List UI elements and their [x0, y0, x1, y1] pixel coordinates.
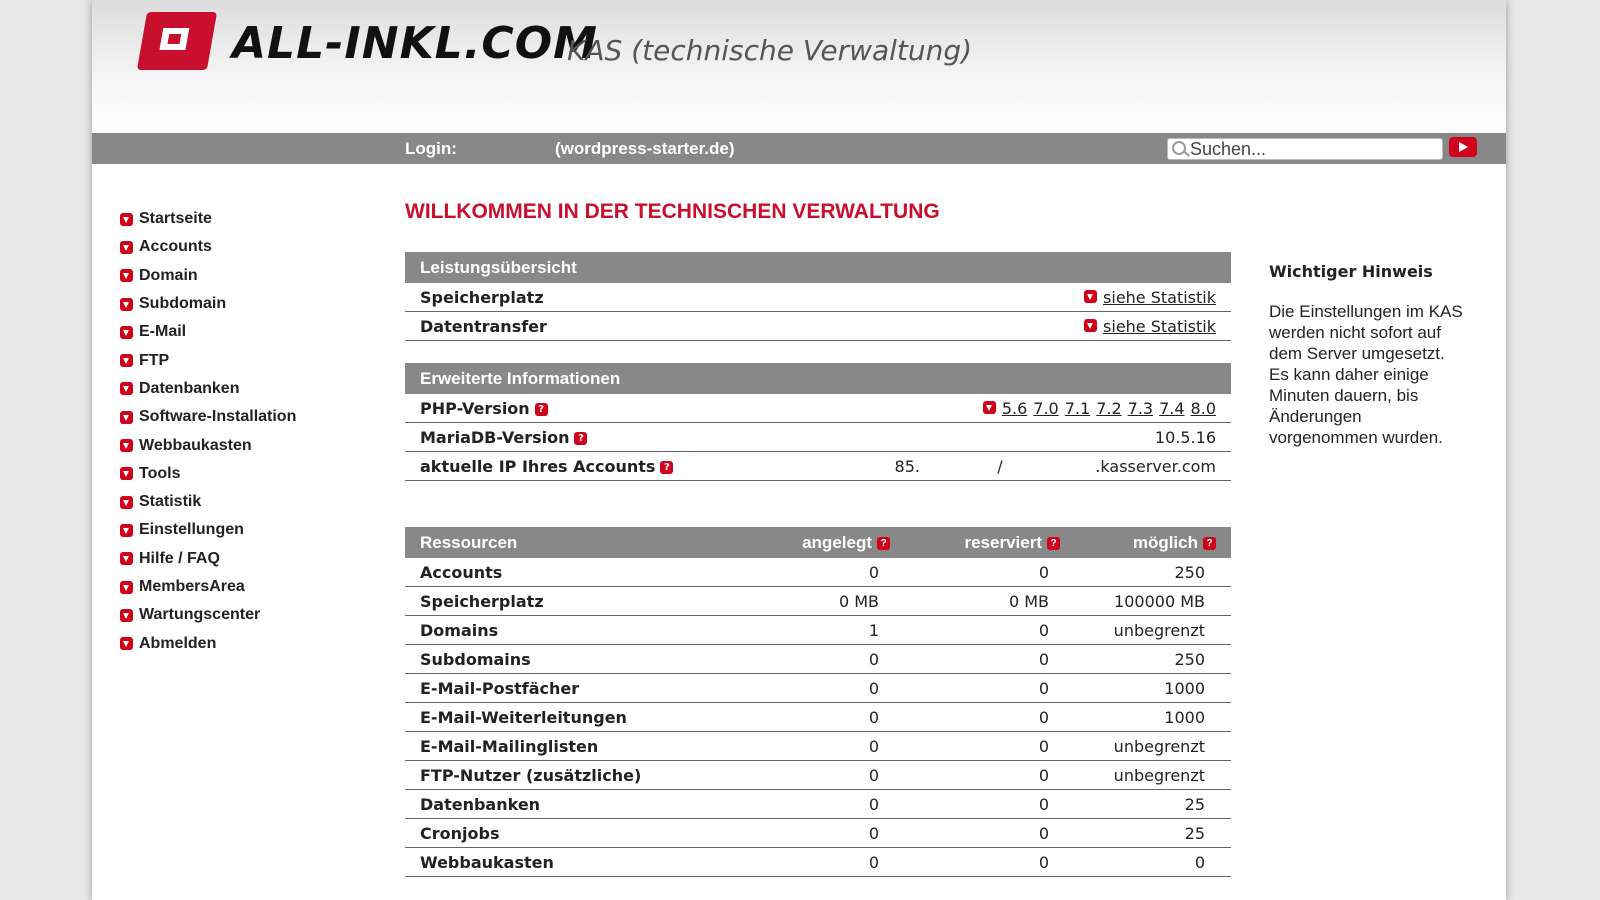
arrow-icon — [120, 241, 133, 254]
resource-name: Cronjobs — [405, 819, 735, 848]
resource-name: Datenbanken — [405, 790, 735, 819]
sidebar-item-label: Hilfe / FAQ — [139, 549, 220, 567]
sidebar-item-tools[interactable] — [120, 460, 380, 488]
sidebar-item-statistik[interactable] — [120, 488, 380, 516]
sidebar-item-einstellungen[interactable] — [120, 516, 380, 544]
table-row — [405, 616, 1231, 645]
table-row — [405, 732, 1231, 761]
resource-moeglich: 0 — [1075, 848, 1231, 877]
resource-name: Speicherplatz — [405, 587, 735, 616]
help-icon[interactable]: ? — [1203, 537, 1216, 550]
sidebar-item-label: Abmelden — [139, 634, 217, 652]
php-version-link[interactable]: 7.4 — [1159, 398, 1185, 418]
arrow-icon — [1084, 290, 1097, 303]
resource-angelegt: 1 — [735, 616, 905, 645]
sidebar-item-label: Wartungscenter — [139, 606, 261, 624]
resource-name: FTP-Nutzer (zusätzliche) — [405, 761, 735, 790]
sidebar-item-label: MembersArea — [139, 578, 245, 595]
arrow-icon — [120, 581, 133, 594]
sidebar-item-accounts[interactable] — [120, 233, 380, 261]
resource-reserviert: 0 — [905, 848, 1075, 877]
table-row — [405, 587, 1231, 616]
resource-angelegt: 0 — [735, 674, 905, 703]
header — [92, 0, 1506, 133]
table-row — [405, 761, 1231, 790]
resource-reserviert: 0 — [905, 732, 1075, 761]
table-row — [405, 423, 1231, 452]
col-ressourcen: Ressourcen — [405, 527, 735, 558]
sidebar-item-label: Webbaukasten — [139, 436, 252, 454]
arrow-icon — [983, 401, 996, 414]
arrow-icon — [120, 382, 133, 395]
col-angelegt: angelegt — [802, 532, 872, 552]
table-row — [405, 312, 1231, 341]
help-icon[interactable]: ? — [535, 403, 548, 416]
erweitert-table — [405, 363, 1231, 481]
login-domain: (wordpress-starter.de) — [555, 139, 735, 158]
table-row — [405, 394, 1231, 423]
speicherplatz-stat-link[interactable]: siehe Statistik — [1103, 287, 1216, 307]
resource-reserviert: 0 — [905, 790, 1075, 819]
sidebar-item-label: Software-Installation — [139, 408, 297, 426]
help-icon[interactable]: ? — [877, 537, 890, 550]
erweitert-header: Erweiterte Informationen — [405, 363, 1231, 394]
ip-value: 85. — [815, 452, 935, 481]
host-value: .kasserver.com — [1065, 452, 1231, 481]
table-row — [405, 452, 1231, 481]
resource-moeglich: unbegrenzt — [1075, 616, 1231, 645]
sidebar-item-software-installation[interactable] — [120, 403, 380, 431]
mariadb-version-label: MariaDB-Version — [420, 427, 570, 447]
sidebar-item-datenbanken[interactable] — [120, 375, 380, 403]
resource-reserviert: 0 — [905, 645, 1075, 674]
php-version-links — [815, 394, 1231, 423]
page — [92, 0, 1506, 900]
mariadb-version-value: 10.5.16 — [815, 423, 1231, 452]
resource-moeglich: unbegrenzt — [1075, 732, 1231, 761]
resource-angelegt: 0 — [735, 558, 905, 587]
search-box — [1167, 138, 1443, 160]
sidebar-item-subdomain[interactable] — [120, 290, 380, 318]
sidebar-item-ftp[interactable] — [120, 346, 380, 374]
arrow-icon — [120, 467, 133, 480]
resource-moeglich: 25 — [1075, 790, 1231, 819]
sidebar-item-label: Subdomain — [139, 295, 227, 313]
resource-moeglich: 1000 — [1075, 674, 1231, 703]
help-icon[interactable]: ? — [660, 461, 673, 474]
table-row — [405, 703, 1231, 732]
resource-reserviert: 0 — [905, 616, 1075, 645]
table-row — [405, 283, 1231, 312]
leistung-table — [405, 252, 1231, 341]
resource-angelegt: 0 — [735, 732, 905, 761]
resource-angelegt: 0 — [735, 645, 905, 674]
php-version-link[interactable]: 7.0 — [1033, 398, 1059, 418]
table-row — [405, 819, 1231, 848]
page-title: WILLKOMMEN IN DER TECHNISCHEN VERWALTUNG — [405, 200, 940, 223]
resource-name: E-Mail-Postfächer — [405, 674, 735, 703]
php-version-link[interactable]: 7.2 — [1096, 398, 1122, 418]
main-content — [405, 200, 1231, 877]
resource-moeglich: 250 — [1075, 645, 1231, 674]
resource-angelegt: 0 — [735, 848, 905, 877]
arrow-icon — [120, 213, 133, 226]
resource-name: Webbaukasten — [405, 848, 735, 877]
resource-name: Accounts — [405, 558, 735, 587]
help-icon[interactable]: ? — [574, 432, 587, 445]
resource-moeglich: unbegrenzt — [1075, 761, 1231, 790]
php-version-link[interactable]: 7.1 — [1064, 398, 1091, 418]
resource-reserviert: 0 MB — [905, 587, 1075, 616]
table-row — [405, 848, 1231, 877]
top-bar — [92, 133, 1506, 164]
resource-reserviert: 0 — [905, 558, 1075, 587]
resource-reserviert: 0 — [905, 703, 1075, 732]
resources-table — [405, 527, 1231, 877]
notice-text: Die Einstellungen im KAS werden nicht sofort auf dem Server umgesetzt. Es kann daher einige Minuten dauern, bis Änderungen vorgenommen wurden. — [1269, 302, 1463, 447]
resource-name: Domains — [405, 616, 735, 645]
resource-moeglich: 1000 — [1075, 703, 1231, 732]
sidebar-item-label: Datenbanken — [139, 379, 240, 397]
arrow-icon — [120, 439, 133, 452]
sidebar-item-hilfe-faq[interactable] — [120, 545, 380, 573]
resource-angelegt: 0 — [735, 790, 905, 819]
sidebar-item-e-mail[interactable] — [120, 318, 380, 346]
php-version-link[interactable]: 8.0 — [1190, 398, 1216, 418]
sidebar-item-label: Accounts — [139, 238, 212, 256]
arrow-icon — [120, 524, 133, 537]
arrow-icon — [120, 552, 133, 565]
arrow-icon — [1084, 319, 1097, 332]
arrow-icon — [120, 326, 133, 339]
table-row — [405, 645, 1231, 674]
arrow-icon — [120, 411, 133, 424]
logo-mark[interactable] — [137, 12, 217, 70]
php-version-label: PHP-Version — [420, 398, 530, 418]
resource-angelegt: 0 — [735, 819, 905, 848]
resource-name: E-Mail-Mailinglisten — [405, 732, 735, 761]
notice-box — [1269, 262, 1469, 448]
resource-angelegt: 0 — [735, 761, 905, 790]
login-label: Login: — [405, 139, 457, 158]
ip-label: aktuelle IP Ihres Accounts — [420, 456, 656, 476]
search-submit-button[interactable] — [1449, 137, 1477, 157]
resource-moeglich: 250 — [1075, 558, 1231, 587]
sidebar-item-label: Domain — [139, 266, 198, 284]
arrow-icon — [120, 354, 133, 367]
arrow-icon — [120, 298, 133, 311]
resource-angelegt: 0 MB — [735, 587, 905, 616]
datentransfer-label: Datentransfer — [405, 312, 811, 341]
header-subtitle: KAS (technische Verwaltung) — [567, 34, 973, 67]
arrow-icon — [120, 496, 133, 509]
sidebar-item-label: Startseite — [139, 210, 212, 228]
datentransfer-stat-link[interactable]: siehe Statistik — [1103, 316, 1216, 336]
sidebar-item-wartungscenter[interactable] — [120, 601, 380, 629]
resource-moeglich: 25 — [1075, 819, 1231, 848]
resource-name: E-Mail-Weiterleitungen — [405, 703, 735, 732]
sidebar-item-membersarea[interactable] — [120, 573, 380, 601]
speicherplatz-label: Speicherplatz — [405, 283, 811, 312]
leistung-header: Leistungsübersicht — [405, 252, 1231, 283]
php-version-link[interactable]: 5.6 — [1001, 398, 1028, 418]
table-row — [405, 558, 1231, 587]
arrow-icon — [120, 269, 133, 282]
sidebar-item-label: Statistik — [139, 493, 202, 511]
ip-separator: / — [935, 452, 1065, 481]
table-row — [405, 790, 1231, 819]
sidebar-nav — [120, 205, 380, 658]
sidebar-item-label: Tools — [139, 464, 181, 482]
sidebar-item-label: FTP — [139, 351, 170, 369]
resource-reserviert: 0 — [905, 674, 1075, 703]
resource-moeglich: 100000 MB — [1075, 587, 1231, 616]
sidebar-item-label: E-Mail — [139, 323, 187, 341]
sidebar-item-domain[interactable] — [120, 262, 380, 290]
col-reserviert: reserviert — [964, 532, 1042, 552]
resource-angelegt: 0 — [735, 703, 905, 732]
col-moeglich: möglich — [1132, 532, 1198, 552]
table-row — [405, 674, 1231, 703]
resource-reserviert: 0 — [905, 761, 1075, 790]
sidebar-item-abmelden[interactable] — [120, 629, 380, 657]
php-version-link[interactable]: 7.3 — [1127, 398, 1154, 418]
brand-logo[interactable]: ALL-INKL.COM — [232, 18, 598, 69]
help-icon[interactable]: ? — [1047, 537, 1060, 550]
search-icon — [1172, 141, 1186, 155]
resource-reserviert: 0 — [905, 819, 1075, 848]
arrow-icon — [120, 609, 133, 622]
sidebar-item-webbaukasten[interactable] — [120, 431, 380, 459]
notice-title: Wichtiger Hinweis — [1269, 262, 1433, 281]
resource-name: Subdomains — [405, 645, 735, 674]
arrow-icon — [120, 637, 133, 650]
search-input[interactable] — [1190, 139, 1438, 159]
sidebar-item-startseite[interactable] — [120, 205, 380, 233]
sidebar-item-label: Einstellungen — [139, 521, 244, 539]
